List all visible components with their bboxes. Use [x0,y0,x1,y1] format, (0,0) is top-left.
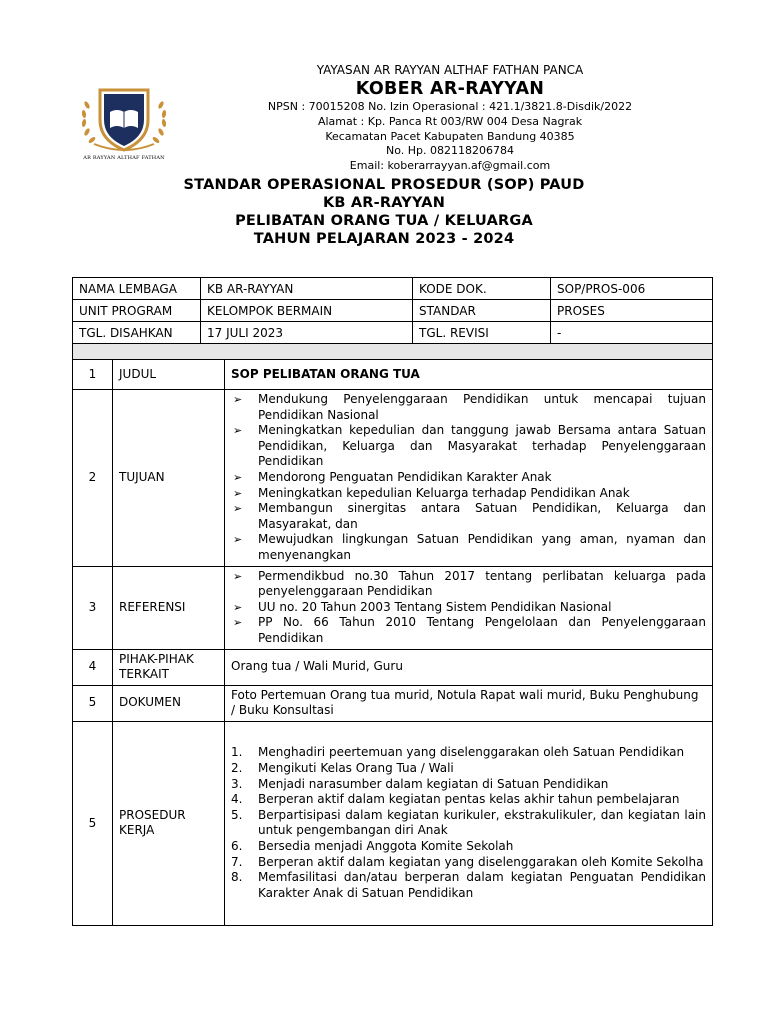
spacer-row [73,344,713,360]
row-label: JUDUL [113,360,225,390]
list-item: Bersedia menjadi Anggota Komite Sekolah [258,838,514,853]
meta-key: STANDAR [413,300,551,322]
title-line-2: KB AR-RAYYAN [322,195,446,211]
logo-caption: AR RAYYAN ALTHAF FATHAN [83,155,165,161]
meta-row [73,300,713,322]
email-line: Email: koberarrayyan.af@gmail.com [349,159,551,173]
list-item: Menjadi narasumber dalam kegiatan di Satuan Pendidikan [258,776,609,791]
list-item: ➢ Meningkatkan kepedulian dan tanggung jawab Bersama antara Satuan Pendidikan, Keluarga dan Masyarakat terhadap Penyelenggaraan Pendidikan [231,423,706,470]
title-line-1: STANDAR OPERASIONAL PROSEDUR (SOP) PAUD [183,177,585,193]
meta-row [73,278,713,300]
row-number: 4 [73,649,113,685]
row-prosedur [73,721,713,925]
list-item: ➢ Membangun sinergitas antara Satuan Pendidikan, Keluarga dan Masyarakat, dan [231,501,706,532]
tujuan-list [231,392,706,564]
list-item: Memfasilitasi dan/atau berperan dalam kegiatan Penguatan Pendidikan Karakter Anak di Satuan Pendidikan [258,870,706,900]
row-value: SOP PELIBATAN ORANG TUA [225,360,713,390]
list-item: ➢ PP No. 66 Tahun 2010 Tentang Pengelolaan dan Penyelenggaraan Pendidikan [231,615,706,646]
row-value: Foto Pertemuan Orang tua murid, Notula Rapat wali murid, Buku Penghubung / Buku Konsultasi [225,685,713,721]
row-label: PROSEDUR KERJA [113,721,225,925]
meta-value: KB AR-RAYYAN [201,278,413,300]
list-item: Menghadiri peertemuan yang diselenggarakan oleh Satuan Pendidikan [258,745,685,760]
row-number: 3 [73,566,113,649]
meta-key: NAMA LEMBAGA [73,278,201,300]
meta-key: TGL. DISAHKAN [73,322,201,344]
list-item: ➢ Mendorong Penguatan Pendidikan Karakter Anak [231,470,706,486]
meta-value: KELOMPOK BERMAIN [201,300,413,322]
list-item: Berpartisipasi dalam kegiatan kurikuler, ekstrakulikuler, dan kegiatan lain untuk pengembangan diri Anak [258,807,706,838]
referensi-list [231,569,706,647]
row-label: TUJUAN [113,390,225,567]
foundation-name: YAYASAN AR RAYYAN ALTHAF FATHAN PANCA [316,63,584,77]
meta-value: SOP/PROS-006 [551,278,713,300]
row-referensi [73,566,713,649]
list-item: Berperan aktif dalam kegiatan pentas kelas akhir tahun pembelajaran [258,792,680,807]
row-number: 5 [73,685,113,721]
row-pihak [73,649,713,685]
row-number: 2 [73,390,113,567]
spacer-cell [73,344,713,360]
meta-value: 17 JULI 2023 [201,322,413,344]
row-value [225,721,713,925]
meta-row [73,322,713,344]
title-line-4: TAHUN PELAJARAN 2023 - 2024 [253,231,515,247]
row-value: Orang tua / Wali Murid, Guru [225,649,713,685]
list-item: ➢ Mendukung Penyelenggaraan Pendidikan untuk mencapai tujuan Pendidikan Nasional [231,392,706,423]
row-label: REFERENSI [113,566,225,649]
meta-key: UNIT PROGRAM [73,300,201,322]
address-line: Alamat : Kp. Panca Rt 003/RW 004 Desa Nagrak [317,114,583,128]
npsn-line: NPSN : 70015208 No. Izin Operasional : 421.1/3821.8-Disdik/2022 [267,100,633,113]
row-dokumen [73,685,713,721]
sop-table [72,359,713,926]
row-number: 5 [73,721,113,925]
row-value [225,566,713,649]
list-item: Mengikuti Kelas Orang Tua / Wali [258,761,454,775]
meta-value: PROSES [551,300,713,322]
school-logo [76,82,172,166]
row-value [225,390,713,567]
phone-line: No. Hp. 082118206784 [386,144,514,158]
meta-table [72,277,713,360]
row-label: PIHAK-PIHAK TERKAIT [113,649,225,685]
shield-book-icon [76,82,172,154]
document-title [60,176,708,248]
list-item: Berperan aktif dalam kegiatan yang diselenggarakan oleh Komite Sekolha [258,854,704,869]
row-number: 1 [73,360,113,390]
row-judul [73,360,713,390]
district-line: Kecamatan Pacet Kabupaten Bandung 40385 [325,129,575,143]
meta-key: KODE DOK. [413,278,551,300]
list-item: ➢ Meningkatkan kepedulian Keluarga terhadap Pendidikan Anak [231,486,706,502]
school-name: KOBER AR-RAYYAN [355,79,545,99]
meta-value: - [551,322,713,344]
list-item: ➢ Permendikbud no.30 Tahun 2017 tentang perlibatan keluarga pada penyelenggaraan Pendidikan [231,569,706,600]
list-item: ➢ UU no. 20 Tahun 2003 Tentang Sistem Pendidikan Nasional [231,600,706,616]
row-label: DOKUMEN [113,685,225,721]
prosedur-list [231,745,706,901]
list-item: ➢ Mewujudkan lingkungan Satuan Pendidikan yang aman, nyaman dan menyenangkan [231,532,706,563]
row-tujuan [73,390,713,567]
letterhead [230,62,670,174]
title-line-3: PELIBATAN ORANG TUA / KELUARGA [235,213,533,229]
meta-key: TGL. REVISI [413,322,551,344]
